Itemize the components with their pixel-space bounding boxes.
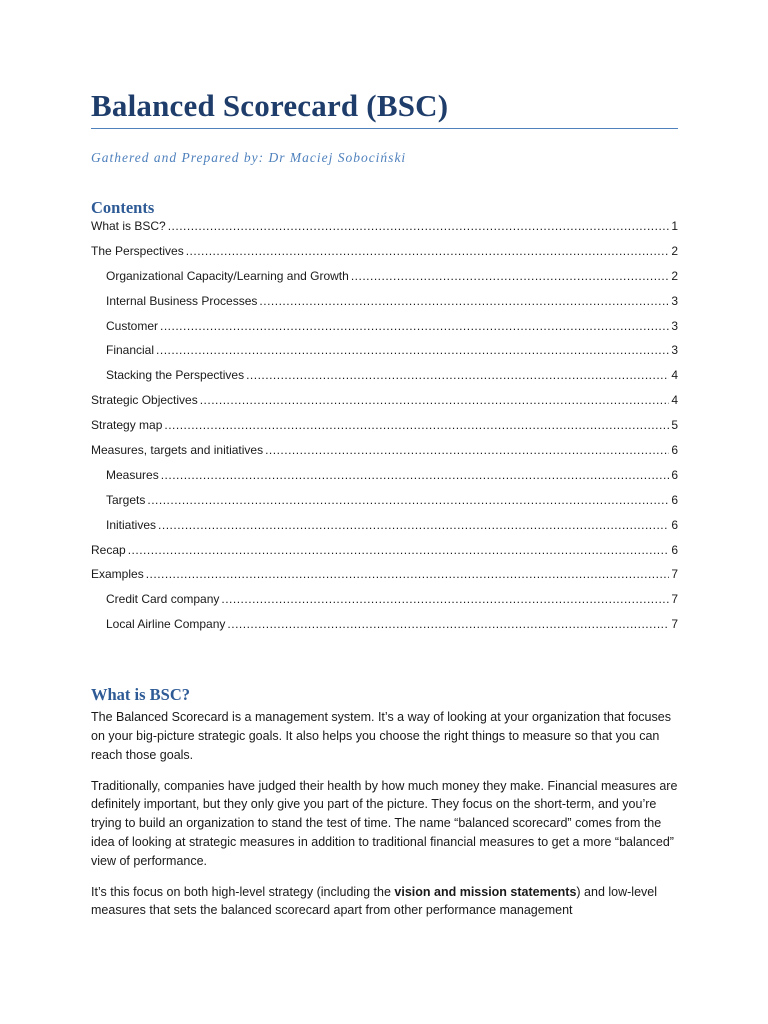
paragraph-2: Traditionally, companies have judged their health by how much money they make. Financial measures are definitely important, but they only give you part of the picture. They focus on the short-term, and you’re trying to build an organization to stand the test of time. The name “balanced scorecard” comes from the idea of looking at strategic measures in addition to traditional financial measures to get a more “balanced” view of performance. [91, 778, 678, 868]
toc-entry[interactable] [91, 542, 678, 567]
toc-leader-dots [147, 492, 669, 508]
toc-entry[interactable] [91, 243, 678, 268]
toc-entry[interactable] [91, 492, 678, 517]
toc-entry[interactable] [91, 566, 678, 591]
toc-entry-page-number[interactable]: 6 [671, 517, 678, 532]
toc-entry[interactable] [91, 218, 678, 243]
paragraph-3-text-start: It’s this focus on both high-level strategy (including the [91, 884, 395, 899]
toc-entry-label[interactable]: Examples [91, 567, 144, 582]
toc-entry[interactable] [91, 392, 678, 417]
toc-entry-page-number[interactable]: 7 [671, 592, 678, 607]
toc-leader-dots [246, 367, 669, 383]
toc-entry-page-number[interactable]: 6 [671, 492, 678, 507]
paragraph-3 [91, 883, 678, 921]
toc-entry[interactable] [91, 616, 678, 641]
toc-entry-label[interactable]: Stacking the Perspectives [106, 368, 245, 383]
toc-entry-label[interactable]: The Perspectives [91, 243, 184, 258]
toc-entry-label[interactable]: Financial [106, 343, 155, 358]
toc-leader-dots [164, 417, 669, 433]
toc-entry-page-number[interactable]: 6 [671, 467, 678, 482]
toc-entry-label[interactable]: Measures [106, 467, 159, 482]
toc-entry-label[interactable]: Initiatives [106, 517, 157, 532]
toc-entry-page-number[interactable]: 2 [671, 243, 678, 258]
toc-entry-label[interactable]: Strategy map [91, 418, 163, 433]
toc-leader-dots [160, 318, 669, 334]
toc-heading: Contents [91, 198, 155, 217]
toc-entry-label[interactable]: Recap [91, 542, 126, 557]
toc-entry-page-number[interactable]: 4 [671, 393, 678, 408]
toc-entry[interactable] [91, 268, 678, 293]
document-title: Balanced Scorecard (BSC) [91, 86, 678, 129]
toc-entry-page-number[interactable]: 6 [671, 443, 678, 458]
document-subtitle: Gathered and Prepared by: Dr Maciej Sobociński [91, 150, 407, 165]
toc-leader-dots [161, 467, 670, 483]
toc-entry-label[interactable]: What is BSC? [91, 219, 166, 233]
toc-entry-page-number[interactable]: 7 [671, 617, 678, 632]
toc-entry-label[interactable]: Credit Card company [106, 592, 220, 607]
toc-leader-dots [265, 442, 669, 458]
toc-entry-label[interactable]: Targets [106, 492, 146, 507]
toc-entry-page-number[interactable]: 3 [671, 318, 678, 333]
toc-entry-label[interactable]: Measures, targets and initiatives [91, 443, 264, 458]
toc-entry[interactable] [91, 591, 678, 616]
toc-entry-label[interactable]: Local Airline Company [106, 617, 226, 632]
toc-leader-dots [128, 542, 670, 558]
toc-leader-dots [351, 268, 670, 284]
toc-entry-page-number[interactable]: 4 [671, 368, 678, 383]
toc-leader-dots [168, 218, 670, 234]
toc-leader-dots [221, 591, 669, 607]
paragraph-1: The Balanced Scorecard is a management system. It’s a way of looking at your organization that focuses on your big-picture strategic goals. It also helps you choose the right things to measure so that you can reach those goals. [91, 710, 671, 762]
table-of-contents [91, 218, 678, 641]
toc-entry[interactable] [91, 342, 678, 367]
toc-entry-page-number[interactable]: 3 [671, 293, 678, 308]
toc-entry-label[interactable]: Internal Business Processes [106, 293, 258, 308]
paragraph-3-text-end: ) and low-level measures that sets the balanced scorecard apart from other performance management [91, 884, 658, 918]
toc-entry-page-number[interactable]: 3 [671, 343, 678, 358]
toc-leader-dots [259, 293, 669, 309]
toc-entry-label[interactable]: Strategic Objectives [91, 393, 198, 408]
toc-entry-page-number[interactable]: 1 [671, 219, 678, 233]
toc-leader-dots [186, 243, 670, 259]
section-heading-what-is-bsc: What is BSC? [91, 685, 191, 705]
toc-leader-dots [200, 392, 670, 408]
document-page [91, 86, 678, 920]
toc-leader-dots [158, 517, 669, 533]
toc-entry-page-number[interactable]: 6 [671, 542, 678, 557]
toc-entry[interactable] [91, 293, 678, 318]
toc-entry[interactable] [91, 517, 678, 542]
toc-entry[interactable] [91, 467, 678, 492]
toc-entry[interactable] [91, 367, 678, 392]
toc-entry[interactable] [91, 417, 678, 442]
toc-entry-label[interactable]: Customer [106, 318, 159, 333]
toc-entry[interactable] [91, 442, 678, 467]
toc-leader-dots [156, 342, 669, 358]
toc-entry-page-number[interactable]: 7 [671, 567, 678, 582]
toc-entry[interactable] [91, 318, 678, 343]
toc-entry-label[interactable]: Organizational Capacity/Learning and Growth [106, 268, 349, 283]
vision-mission-bold-text: vision and mission statements [394, 884, 577, 899]
toc-leader-dots [227, 616, 669, 632]
toc-entry-page-number[interactable]: 2 [671, 268, 678, 283]
toc-leader-dots [146, 566, 670, 582]
toc-entry-page-number[interactable]: 5 [671, 418, 678, 433]
